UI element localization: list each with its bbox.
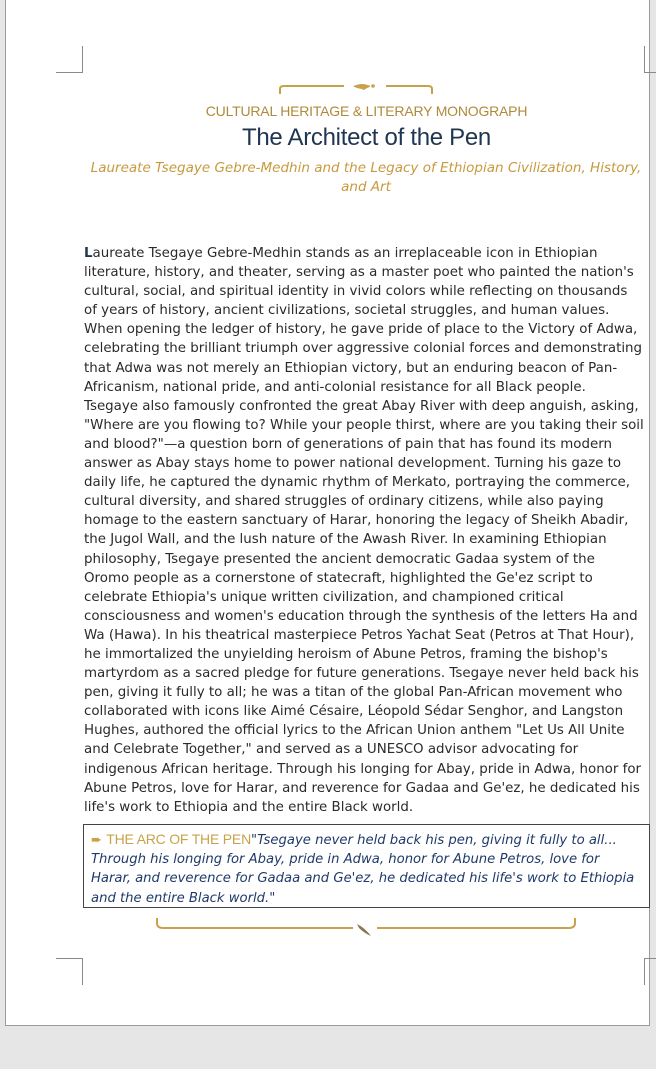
pull-quote-text: "Tsegaye never held back his pen, giving it fully to all... Through his longing for Abay, pride in Adwa, honor for Abune Petros, love for Harar, and reverence for Gadaa and Ge'ez, he dedicated his life's work to Ethiopia and the entire Black world." <box>91 833 635 906</box>
page-title: The Architect of the Pen <box>242 124 491 151</box>
crop-mark-top-right <box>644 46 656 73</box>
pull-quote-label: THE ARC OF THE PEN <box>106 831 251 847</box>
crop-mark-bottom-right <box>644 958 656 985</box>
page-subtitle: Laureate Tsegaye Gebre-Medhin and the Legacy of Ethiopian Civilization, History, and Art <box>90 160 642 195</box>
pen-nib-icon: ➨ <box>91 833 103 848</box>
article-body-text: aureate Tsegaye Gebre-Medhin stands as an irreplaceable icon in Ethiopian literature, history, and theater, serving as a master poet who painted the nation's cultural, social, and spiritual identity in vivid colors while reflecting on thousands of years of history, ancient civilizations, societal struggles, and human values. When opening the ledger of history, he gave pride of place to the Victory of Adwa, celebrating the brilliant triumph over aggressive colonial forces and demonstrating that Adwa was not merely an Ethiopian victory, but an enduring beacon of Pan-Africanism, national pride, and anti-colonial resistance for all Black people. Tsegaye also famously confronted the great Abay River with deep anguish, asking, "Where are you flowing to? While your people thirst, where are you taking their soil and blood?"—a question born of generations of pain that has found its modern answer as Abay stays home to power national development. Turning his gaze to daily life, he captured the dynamic rhythm of Merkato, portraying the commerce, cultural diversity, and shared struggles of ordinary citizens, while also paying homage to the eastern sanctuary of Harar, honoring the legacy of Sheikh Abadir, the Jugol Wall, and the lush nature of the Awash River. In examining Ethiopian philosophy, Tsegaye presented the ancient democratic Gadaa system of the Oromo people as a cornerstone of statecraft, highlighted the Ge'ez script to celebrate Ethiopia's unique written civilization, and championed critical consciousness and women's education through the synthesis of the letters Ha and Wa (Hawa). In his theatrical masterpiece Petros Yachat Seat (Petros at That Hour), he immortalized the unyielding heroism of Abune Petros, framing the bishop's martyrdom as a sacred pledge for future generations. Tsegaye never held back his pen, giving it fully to all; he was a titan of the global Pan-African movement who collaborated with icons like Aimé Césaire, Léopold Sédar Senghor, and Langston Hughes, authored the official lyrics to the African Union anthem "Let Us All Unite and Celebrate Together," and served as a UNESCO advisor advocating for indigenous African heritage. Through his longing for Abay, pride in Adwa, honor for Abune Petros, love for Harar, and reverence for Gadaa and Ge'ez, he dedicated his life's work to Ethiopia and the entire Black world. <box>84 246 644 815</box>
pen-nib-icon <box>354 84 375 90</box>
section-kicker: CULTURAL HERITAGE & LITERARY MONOGRAPH <box>205 103 528 119</box>
quill-icon <box>357 924 371 936</box>
drop-cap-letter: L <box>84 246 93 261</box>
pull-quote-box <box>83 824 650 908</box>
crop-mark-top-left <box>56 46 83 73</box>
article-body <box>84 244 644 817</box>
bottom-ornament-divider <box>155 916 577 940</box>
top-ornament-divider <box>278 80 434 98</box>
crop-mark-bottom-left <box>56 958 83 985</box>
